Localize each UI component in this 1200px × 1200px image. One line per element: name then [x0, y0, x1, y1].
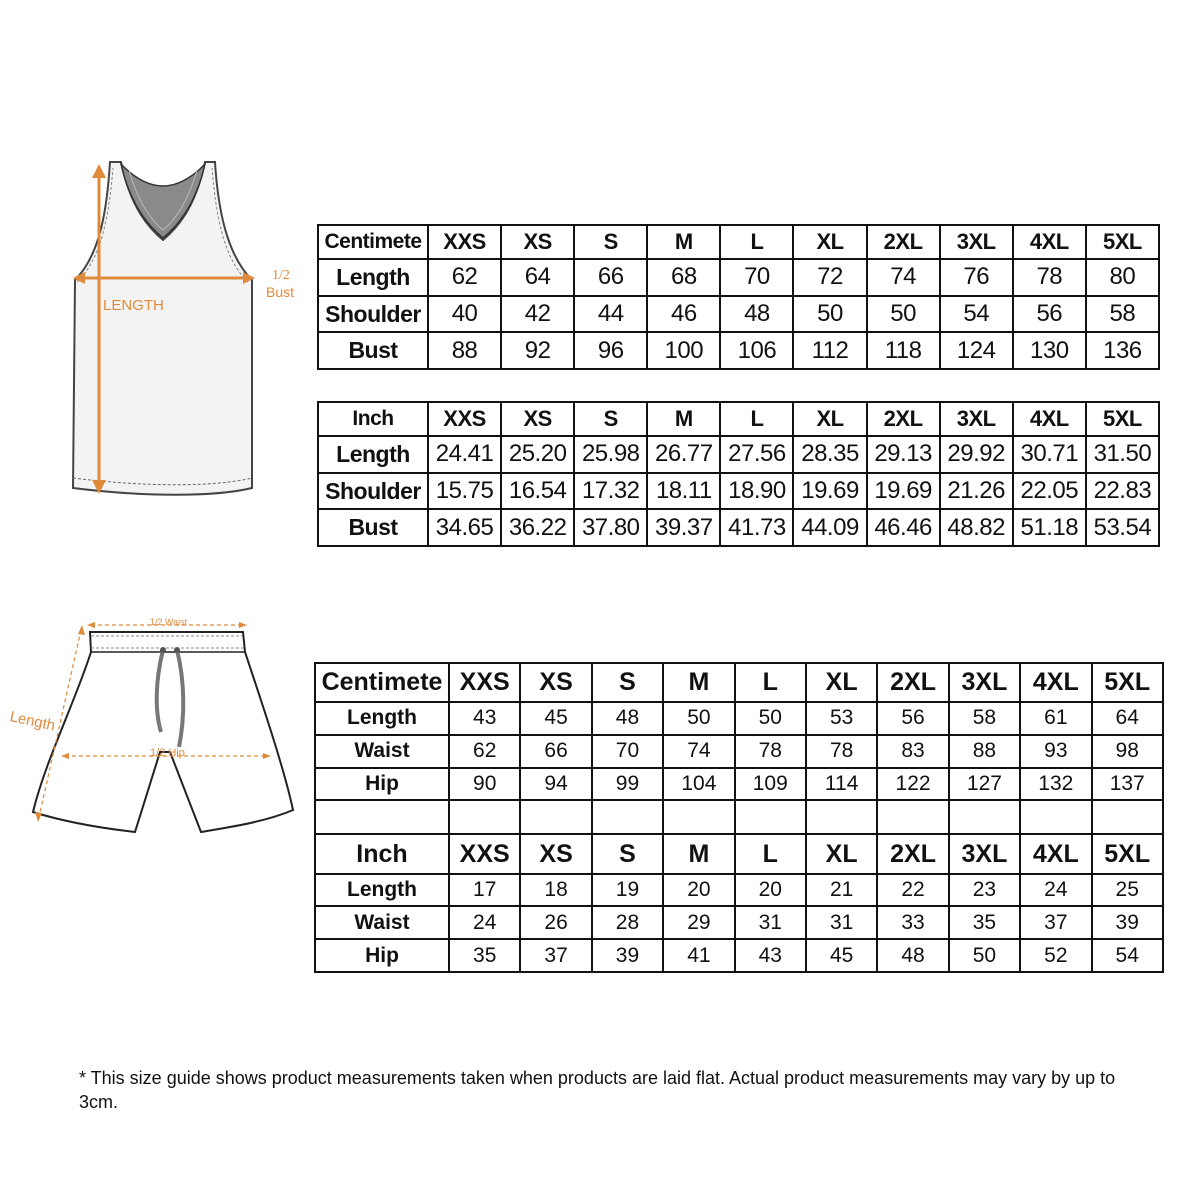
- table-cell: 106: [720, 332, 793, 369]
- table-cell: 124: [940, 332, 1013, 369]
- table-cell: 15.75: [428, 473, 501, 510]
- empty-cell: [592, 800, 663, 834]
- size-guide-note: * This size guide shows product measurements taken when products are laid flat. Actual product measurements may vary by up to 3cm.: [79, 1068, 1116, 1112]
- size-header: S: [574, 225, 647, 259]
- table-cell: 132: [1020, 768, 1091, 801]
- empty-cell: [520, 800, 591, 834]
- table-cell: 25.98: [574, 436, 647, 473]
- table-cell: 37: [520, 939, 591, 972]
- table-cell: 93: [1020, 735, 1091, 768]
- table-cell: 23: [949, 874, 1020, 907]
- table-cell: 39: [1092, 906, 1163, 939]
- table-cell: 42: [501, 296, 574, 333]
- table-cell: 136: [1086, 332, 1159, 369]
- header-label: Inch: [315, 834, 449, 873]
- table-cell: 54: [1092, 939, 1163, 972]
- table-cell: 37.80: [574, 509, 647, 546]
- table-row: [318, 473, 1159, 510]
- size-header: 3XL: [940, 225, 1013, 259]
- table-cell: 24: [449, 906, 520, 939]
- size-header: 2XL: [867, 402, 940, 436]
- table-cell: 50: [949, 939, 1020, 972]
- table-cell: 56: [1013, 296, 1086, 333]
- table-row: [318, 509, 1159, 546]
- size-header: 5XL: [1086, 225, 1159, 259]
- table-cell: 20: [735, 874, 806, 907]
- table-cell: 51.18: [1013, 509, 1086, 546]
- table-cell: 56: [877, 702, 948, 735]
- table-cell: 88: [428, 332, 501, 369]
- table-cell: 26: [520, 906, 591, 939]
- tank-half-label: 1/2: [272, 268, 290, 283]
- size-header: XXS: [449, 834, 520, 873]
- table-cell: 41.73: [720, 509, 793, 546]
- tank-top-illustration: [55, 150, 315, 510]
- size-header: 2XL: [877, 834, 948, 873]
- empty-cell: [315, 800, 449, 834]
- table-row: [318, 296, 1159, 333]
- table-row: [315, 906, 1163, 939]
- table-header-row: [315, 834, 1163, 873]
- table-cell: 112: [793, 332, 866, 369]
- shorts-length-label: Length: [8, 708, 57, 735]
- table-cell: 96: [574, 332, 647, 369]
- table-cell: 39: [592, 939, 663, 972]
- table-cell: 28.35: [793, 436, 866, 473]
- table-cell: 41: [663, 939, 734, 972]
- size-header: M: [663, 663, 734, 702]
- table-cell: 88: [949, 735, 1020, 768]
- table-cell: 35: [949, 906, 1020, 939]
- table-cell: 48: [877, 939, 948, 972]
- row-label: Length: [315, 702, 449, 735]
- size-header: M: [663, 834, 734, 873]
- size-header: XXS: [428, 402, 501, 436]
- shorts-half-hip-label: 1/2 Hip: [150, 747, 185, 759]
- table-cell: 28: [592, 906, 663, 939]
- table-cell: 70: [720, 259, 793, 296]
- table-cell: 43: [735, 939, 806, 972]
- empty-cell: [735, 800, 806, 834]
- shorts-half-waist-label: 1/2 Waist: [150, 617, 188, 627]
- table-cell: 54: [940, 296, 1013, 333]
- size-header: 2XL: [877, 663, 948, 702]
- table-cell: 43: [449, 702, 520, 735]
- table-cell: 36.22: [501, 509, 574, 546]
- row-label: Shoulder: [318, 296, 428, 333]
- table-cell: 50: [663, 702, 734, 735]
- table-cell: 44.09: [793, 509, 866, 546]
- table-cell: 31.50: [1086, 436, 1159, 473]
- size-header: XXS: [449, 663, 520, 702]
- table-cell: 114: [806, 768, 877, 801]
- table-cell: 29.92: [940, 436, 1013, 473]
- table-header-row: [315, 663, 1163, 702]
- table-cell: 26.77: [647, 436, 720, 473]
- size-header: XL: [793, 402, 866, 436]
- table-row: [315, 874, 1163, 907]
- size-header: S: [592, 834, 663, 873]
- table-row: [315, 939, 1163, 972]
- table-cell: 20: [663, 874, 734, 907]
- table-cell: 52: [1020, 939, 1091, 972]
- table-cell: 48.82: [940, 509, 1013, 546]
- size-header: XL: [806, 663, 877, 702]
- table-row: [318, 436, 1159, 473]
- size-header: L: [720, 402, 793, 436]
- table-cell: 80: [1086, 259, 1159, 296]
- empty-cell: [663, 800, 734, 834]
- table-cell: 46.46: [867, 509, 940, 546]
- size-header: 4XL: [1020, 663, 1091, 702]
- table-cell: 130: [1013, 332, 1086, 369]
- row-label: Waist: [315, 906, 449, 939]
- table-cell: 122: [877, 768, 948, 801]
- size-header: 4XL: [1020, 834, 1091, 873]
- table-cell: 24: [1020, 874, 1091, 907]
- table-cell: 48: [592, 702, 663, 735]
- size-header: S: [574, 402, 647, 436]
- table-cell: 19.69: [867, 473, 940, 510]
- tank-bust-label: Bust: [266, 284, 295, 300]
- table-cell: 21.26: [940, 473, 1013, 510]
- row-label: Length: [318, 259, 428, 296]
- header-label: Centimete: [318, 225, 428, 259]
- table-cell: 30.71: [1013, 436, 1086, 473]
- table-cell: 18.11: [647, 473, 720, 510]
- table-cell: 127: [949, 768, 1020, 801]
- table-cell: 17.32: [574, 473, 647, 510]
- size-header: M: [647, 225, 720, 259]
- table-cell: 18: [520, 874, 591, 907]
- size-header: M: [647, 402, 720, 436]
- size-header: L: [735, 663, 806, 702]
- header-label: Centimete: [315, 663, 449, 702]
- table-row: [318, 259, 1159, 296]
- size-header: 3XL: [949, 834, 1020, 873]
- table-cell: 76: [940, 259, 1013, 296]
- size-header: L: [735, 834, 806, 873]
- table-cell: 39.37: [647, 509, 720, 546]
- row-label: Hip: [315, 768, 449, 801]
- table-cell: 35: [449, 939, 520, 972]
- table-cell: 25.20: [501, 436, 574, 473]
- size-header: 5XL: [1092, 663, 1163, 702]
- size-header: 4XL: [1013, 225, 1086, 259]
- empty-cell: [949, 800, 1020, 834]
- row-label: Bust: [318, 332, 428, 369]
- table-cell: 99: [592, 768, 663, 801]
- table-cell: 22.83: [1086, 473, 1159, 510]
- size-header: 5XL: [1086, 402, 1159, 436]
- table-cell: 29: [663, 906, 734, 939]
- table-cell: 22: [877, 874, 948, 907]
- table-cell: 53: [806, 702, 877, 735]
- table-cell: 18.90: [720, 473, 793, 510]
- empty-cell: [449, 800, 520, 834]
- table-cell: 62: [428, 259, 501, 296]
- table-cell: 45: [806, 939, 877, 972]
- table-cell: 118: [867, 332, 940, 369]
- table-cell: 16.54: [501, 473, 574, 510]
- table-header-row: [318, 402, 1159, 436]
- table-cell: 22.05: [1013, 473, 1086, 510]
- size-header: 5XL: [1092, 834, 1163, 873]
- table-cell: 137: [1092, 768, 1163, 801]
- table-cell: 66: [520, 735, 591, 768]
- table-cell: 29.13: [867, 436, 940, 473]
- table-cell: 19: [592, 874, 663, 907]
- row-label: Waist: [315, 735, 449, 768]
- table-cell: 53.54: [1086, 509, 1159, 546]
- table-cell: 74: [867, 259, 940, 296]
- tank-centimeter-table: [317, 224, 1160, 370]
- table-cell: 64: [1092, 702, 1163, 735]
- table-cell: 78: [1013, 259, 1086, 296]
- size-header: XL: [793, 225, 866, 259]
- table-row: [315, 768, 1163, 801]
- table-cell: 45: [520, 702, 591, 735]
- table-cell: 17: [449, 874, 520, 907]
- size-header: XS: [501, 402, 574, 436]
- empty-cell: [877, 800, 948, 834]
- table-cell: 50: [867, 296, 940, 333]
- table-cell: 58: [949, 702, 1020, 735]
- table-cell: 83: [877, 735, 948, 768]
- row-label: Bust: [318, 509, 428, 546]
- table-cell: 61: [1020, 702, 1091, 735]
- table-cell: 33: [877, 906, 948, 939]
- size-header: 3XL: [940, 402, 1013, 436]
- table-cell: 50: [735, 702, 806, 735]
- size-header: XS: [520, 663, 591, 702]
- header-label: Inch: [318, 402, 428, 436]
- shorts-size-table: [314, 662, 1164, 973]
- table-cell: 94: [520, 768, 591, 801]
- table-cell: 98: [1092, 735, 1163, 768]
- table-cell: 78: [806, 735, 877, 768]
- table-header-row: [318, 225, 1159, 259]
- table-cell: 50: [793, 296, 866, 333]
- table-cell: 72: [793, 259, 866, 296]
- table-cell: 74: [663, 735, 734, 768]
- table-cell: 27.56: [720, 436, 793, 473]
- size-header: XXS: [428, 225, 501, 259]
- table-cell: 92: [501, 332, 574, 369]
- empty-cell: [806, 800, 877, 834]
- size-header: S: [592, 663, 663, 702]
- size-header: XS: [501, 225, 574, 259]
- table-cell: 78: [735, 735, 806, 768]
- row-label: Shoulder: [318, 473, 428, 510]
- table-cell: 90: [449, 768, 520, 801]
- table-cell: 46: [647, 296, 720, 333]
- table-cell: 100: [647, 332, 720, 369]
- size-header: XS: [520, 834, 591, 873]
- table-cell: 40: [428, 296, 501, 333]
- empty-cell: [1020, 800, 1091, 834]
- size-header: 3XL: [949, 663, 1020, 702]
- table-cell: 31: [735, 906, 806, 939]
- table-cell: 109: [735, 768, 806, 801]
- table-cell: 37: [1020, 906, 1091, 939]
- table-cell: 68: [647, 259, 720, 296]
- table-cell: 19.69: [793, 473, 866, 510]
- table-cell: 25: [1092, 874, 1163, 907]
- row-label: Hip: [315, 939, 449, 972]
- tank-inch-table: [317, 401, 1160, 547]
- size-header: 4XL: [1013, 402, 1086, 436]
- table-cell: 21: [806, 874, 877, 907]
- table-cell: 24.41: [428, 436, 501, 473]
- table-row: [315, 735, 1163, 768]
- table-cell: 104: [663, 768, 734, 801]
- table-spacer-row: [315, 800, 1163, 834]
- table-row: [318, 332, 1159, 369]
- table-cell: 48: [720, 296, 793, 333]
- row-label: Length: [315, 874, 449, 907]
- size-header: 2XL: [867, 225, 940, 259]
- table-row: [315, 702, 1163, 735]
- table-cell: 44: [574, 296, 647, 333]
- table-cell: 58: [1086, 296, 1159, 333]
- size-header: L: [720, 225, 793, 259]
- tank-length-label: LENGTH: [103, 297, 164, 314]
- row-label: Length: [318, 436, 428, 473]
- table-cell: 66: [574, 259, 647, 296]
- empty-cell: [1092, 800, 1163, 834]
- table-cell: 31: [806, 906, 877, 939]
- table-cell: 62: [449, 735, 520, 768]
- table-cell: 70: [592, 735, 663, 768]
- table-cell: 34.65: [428, 509, 501, 546]
- size-header: XL: [806, 834, 877, 873]
- table-cell: 64: [501, 259, 574, 296]
